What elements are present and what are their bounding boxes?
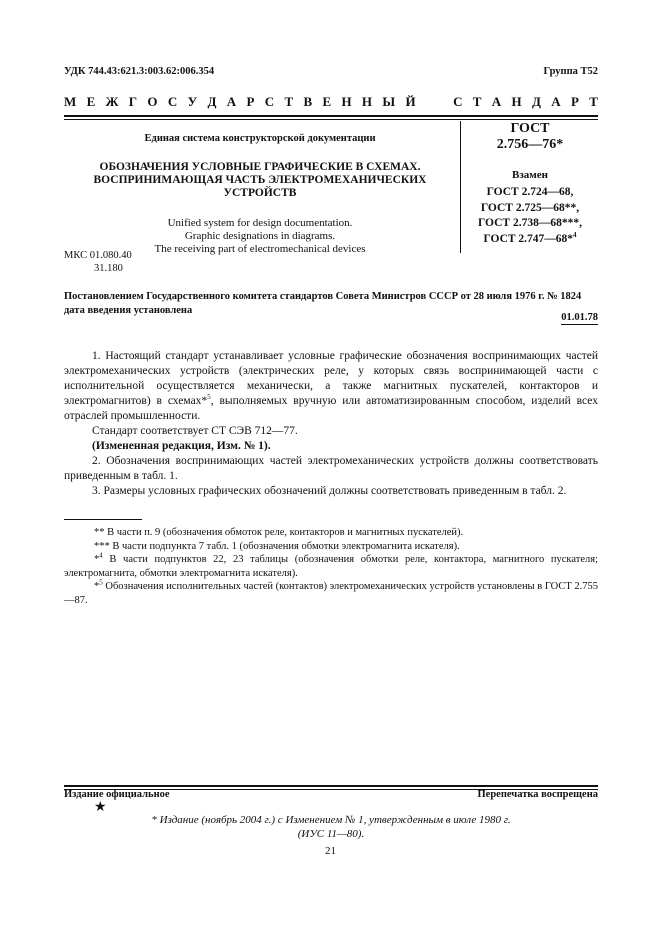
document-title <box>64 161 456 200</box>
title-line: УСТРОЙСТВ <box>223 187 297 199</box>
title-line: ОБОЗНАЧЕНИЯ УСЛОВНЫЕ ГРАФИЧЕСКИЕ В СХЕМАХ. <box>99 161 421 173</box>
banner-letter <box>426 94 429 110</box>
mks-code: 31.180 <box>94 262 123 274</box>
footnote: *$^4$ В части подпунктов 22, 23 таблицы (обозначения обмотки реле, контактора, магнитного пускателя; электромагнита, обмотки электромагнита искателя). <box>64 551 598 579</box>
mks-code: МКС 01.080.40 <box>64 250 132 261</box>
banner-letter: Д <box>207 94 217 109</box>
standard-banner <box>64 94 598 110</box>
replaced-standard: ГОСТ 2.724—68, <box>486 186 574 198</box>
banner-letter <box>439 94 442 110</box>
banner-letter: Н <box>511 94 522 109</box>
paragraph-3: 3. Размеры условных графических обозначений должны соответствовать приведенным в табл. 2. <box>92 485 567 497</box>
replaced-standards <box>462 185 598 247</box>
banner-letter: С <box>453 94 463 109</box>
banner-letter: Е <box>322 94 332 109</box>
introduction-date: 01.01.78 <box>561 312 598 323</box>
header-rule-thick <box>64 115 598 117</box>
reprint-prohibited-label: Перепечатка воспрещена <box>477 789 598 800</box>
english-line: Unified system for design documentation. <box>167 217 353 229</box>
footnote: ** В части п. 9 (обозначения обмоток реле, контакторов и магнитных пускателей). <box>94 527 464 538</box>
replaced-standard: ГОСТ 2.747—68*$^4$ <box>483 230 577 245</box>
instead-label: Взамен <box>512 169 548 181</box>
banner-letter: Т <box>284 94 294 109</box>
gost-label: ГОСТ <box>510 121 550 136</box>
english-line: Graphic designations in diagrams. <box>184 230 336 242</box>
footnote-rule <box>64 519 142 520</box>
footnote: *$^5$ Обозначения исполнительных частей (контактов) электромеханических устройств установлены в ГОСТ 2.755—87. <box>64 578 599 606</box>
banner-letter: Й <box>405 94 416 109</box>
banner-letter: Р <box>246 94 255 109</box>
official-edition-label: Издание официальное <box>64 789 170 800</box>
banner-letter: А <box>226 94 237 109</box>
banner-letter: Н <box>341 94 352 109</box>
footnotes <box>64 526 598 607</box>
banner-letter: Г <box>128 94 138 109</box>
banner-letter: А <box>551 94 561 109</box>
banner-letter: А <box>491 94 502 109</box>
banner-letter: В <box>303 94 313 109</box>
banner-letter: Р <box>570 94 579 109</box>
footnote-sup: 4 <box>573 230 577 239</box>
title-line: ВОСПРИНИМАЮЩАЯ ЧАСТЬ ЭЛЕКТРОМЕХАНИЧЕСКИХ <box>93 174 427 186</box>
banner-letter: Н <box>361 94 373 109</box>
title-block <box>64 121 456 256</box>
group-code: Группа Т52 <box>543 66 598 77</box>
banner-letter: Ж <box>105 94 119 109</box>
page-number: 21 <box>325 845 336 857</box>
banner-letter: М <box>64 94 77 109</box>
edition-note: * Издание (ноябрь 2004 г.) с Изменением № 1, утвержденным в июле 1980 г. (ИУС 11—80). <box>151 814 511 840</box>
footnote: *** В части подпункта 7 табл. 1 (обозначения обмотки электромагнита искателя). <box>94 540 460 552</box>
udk-code: УДК 744.43:621.3:003.62:006.354 <box>64 66 215 77</box>
replaced-standard: ГОСТ 2.725—68**, <box>480 201 580 214</box>
banner-letter: Д <box>531 94 541 109</box>
system-name: Единая система конструкторской документации <box>144 133 376 144</box>
gost-designation: 2.756—76* <box>496 137 564 152</box>
gost-block <box>462 121 598 247</box>
banner-letter: У <box>187 94 198 109</box>
body-text <box>64 349 598 499</box>
banner-letter: С <box>264 94 275 109</box>
banner-letter: Е <box>86 94 96 109</box>
banner-letter: Т <box>589 94 598 109</box>
banner-letter: С <box>167 94 178 109</box>
paragraph-1: 1. Настоящий стандарт устанавливает условные графические обозначения воспринимающих частей электромеханических устройств (электрических реле, у которых связь воспринимающей части с исполнительной осуществляется механически, а также магнитных пускателей, контакторов и электромагнитов) в схемах*$^5$, выполняемых вручную или автоматизированным способом, изделий всех отраслей промышленности. <box>64 350 598 422</box>
banner-letter: Ы <box>382 94 396 109</box>
decree-text: Постановлением Государственного комитета стандартов Совета Министров СССР от 28 июля 1976 г. № 1824 дата введения установлена <box>64 291 582 316</box>
header-rule-thin <box>64 119 598 120</box>
english-line: The receiving part of electromechanical devices <box>154 243 366 255</box>
banner-letter: О <box>147 94 158 109</box>
paragraph-2: 2. Обозначения воспринимающих частей электромеханических устройств должны соответствовать приведенным в табл. 1. <box>64 455 598 482</box>
paragraph-sev: Стандарт соответствует СТ СЭВ 712—77. <box>92 425 298 437</box>
mks-codes <box>64 250 132 275</box>
gost-number <box>462 121 598 153</box>
replaced-standard: ГОСТ 2.738—68***, <box>478 217 582 229</box>
column-divider <box>460 121 461 253</box>
paragraph-edit-note: (Измененная редакция, Изм. № 1). <box>92 440 271 452</box>
footer-rule-thick <box>64 785 598 787</box>
banner-letter: Т <box>472 94 482 109</box>
star-icon: ★ <box>94 800 107 815</box>
